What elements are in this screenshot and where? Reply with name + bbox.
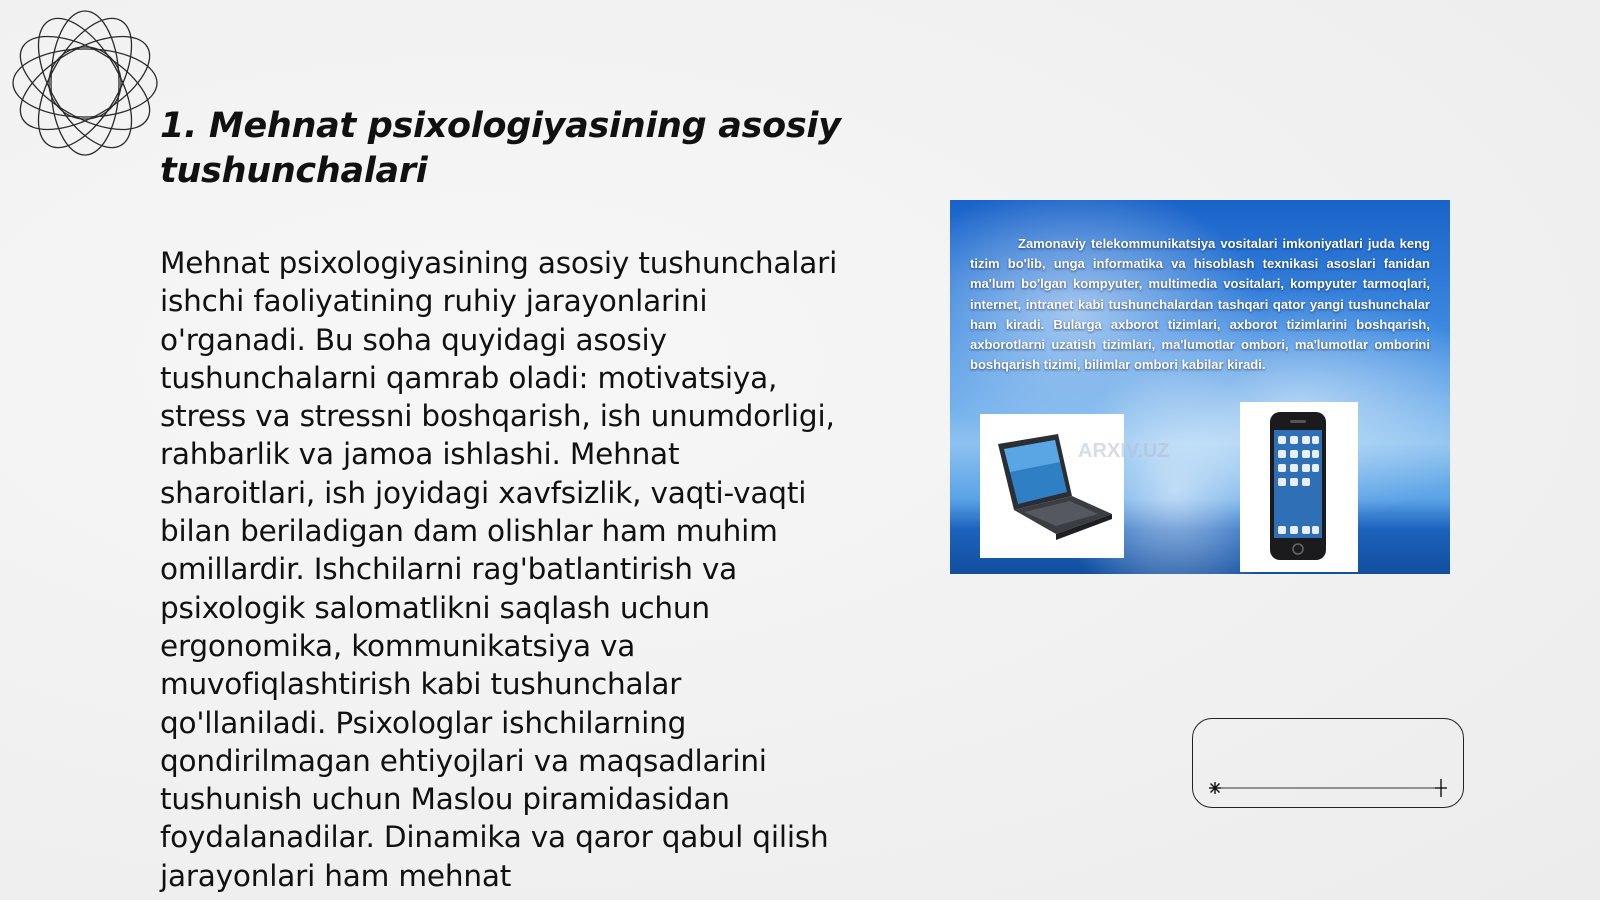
timeline-line-icon (1193, 719, 1465, 809)
laptop-image (980, 414, 1124, 558)
picture-caption-text: Zamonaviy telekommunikatsiya vositalari imkoniyatlari juda keng tizim bo'lib, unga informatika va hisoblash texnikasi asoslari fanidan ma'lum bo'lgan kompyuter, multimedia vositalari, kompyuter tarmoqlari, internet, intranet kabi tushunchalardan tashqari qator yangi tushunchalar ham kiradi. Bularga axborot tizimlari, axborot tizimlarini boshqarish, axborotlarni uzatish tizimlari, ma'lumotlar ombori, ma'lumotlar omborini boshqarish tizimi, bilimlar ombori kabilar kiradi. (970, 236, 1430, 373)
slide-title: 1. Mehnat psixologiyasining asosiy tushunchalari (160, 106, 841, 191)
smartphone-icon (1240, 402, 1358, 572)
watermark-text: ARXIV.UZ (1078, 440, 1170, 462)
smartphone-image (1240, 402, 1358, 572)
laptop-icon (980, 414, 1124, 558)
slide-body-text: Mehnat psixologiyasining asosiy tushunchalari ishchi faoliyatining ruhiy jarayonlarini o'rganadi. Bu soha quyidagi asosiy tushunchalarni qamrab oladi: motivatsiya, stress va stressni boshqarish, ish unumdorligi, rahbarlik va jamoa ishlashi. Mehnat sharoitlari, ish joyidagi xavfsizlik, vaqti-vaqti bilan beriladigan dam olishlar ham muhim omillardir. Ishchilarni rag'batlantirish va psixologik salomatlikni saqlash uchun ergonomika, kommunikatsiya va muvofiqlashtirish kabi tushunchalar qo'llaniladi. Psixologlar ishchilarning qondirilmagan ehtiyojlari va maqsadlarini tushunish uchun Maslou piramidasidan foydalanadilar. Dinamika va qaror qabul qilish jarayonlari ham mehnat (160, 246, 838, 893)
wireframe-sphere-icon (10, 8, 160, 158)
telecom-picture (950, 200, 1450, 574)
timeline-decoration (1192, 718, 1464, 808)
